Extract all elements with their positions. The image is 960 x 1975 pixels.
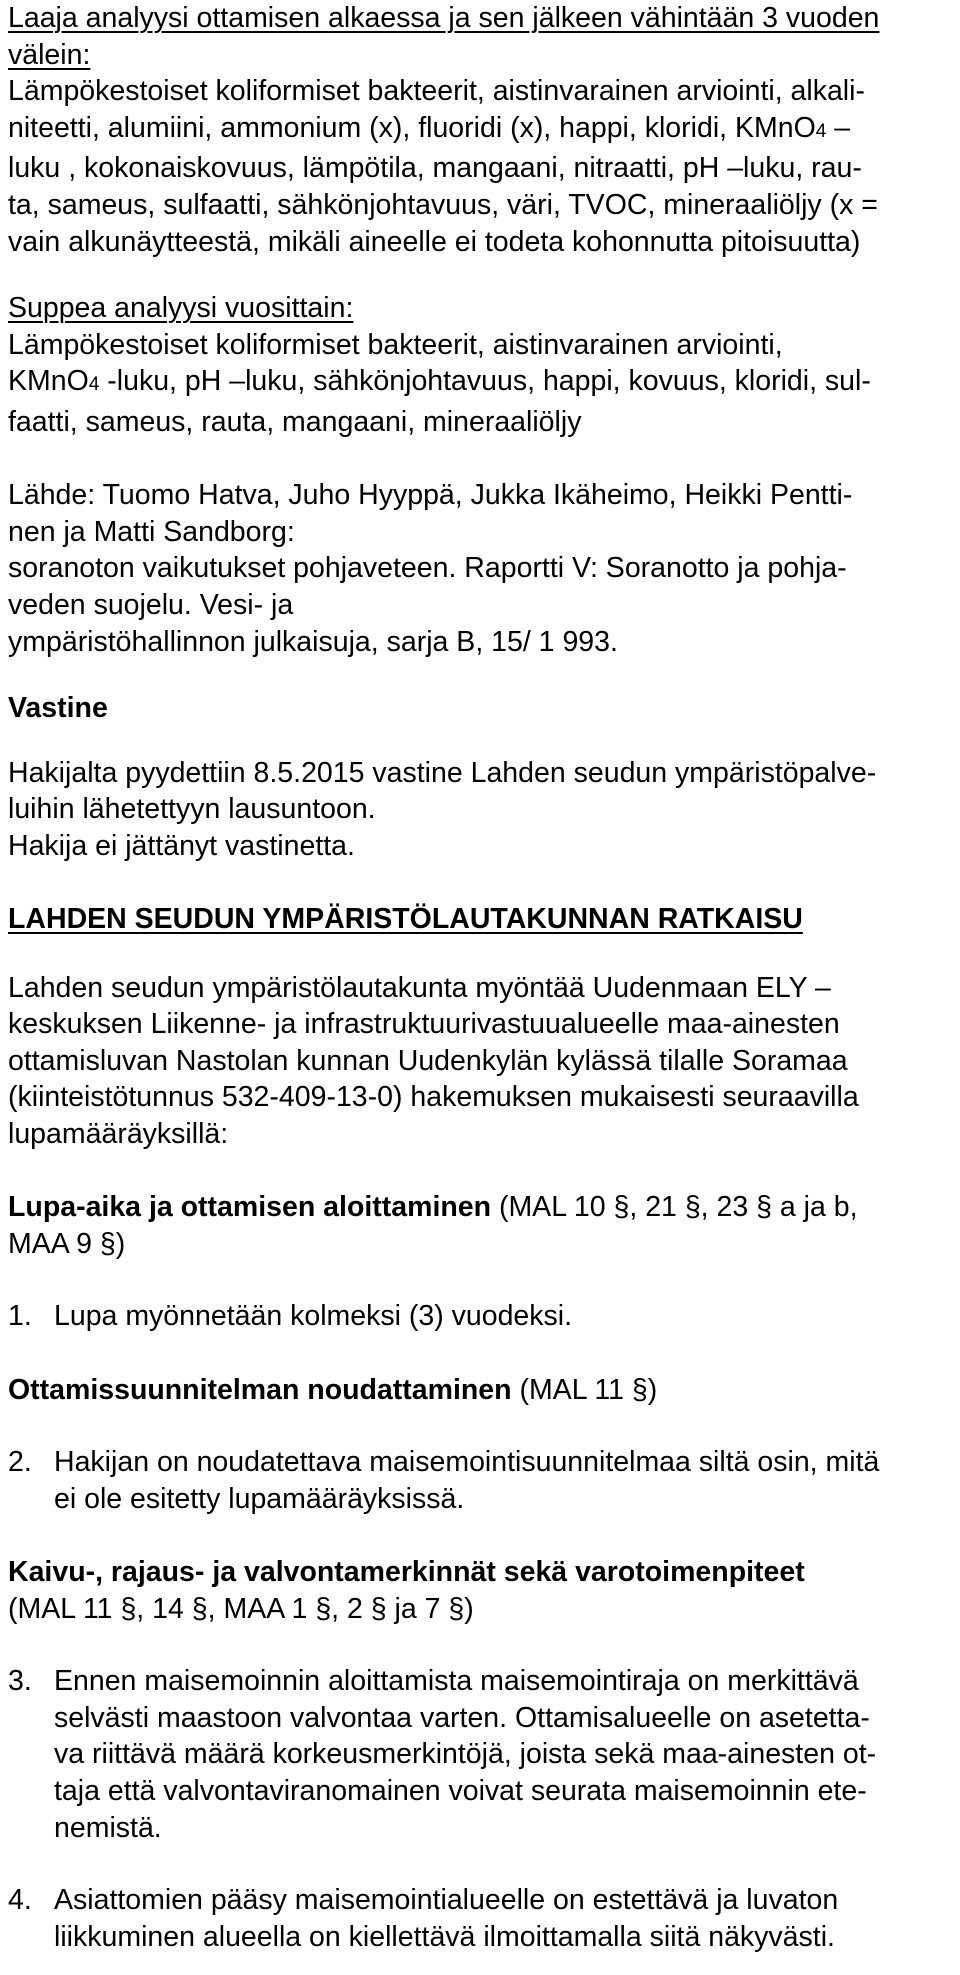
list-item-text: selvästi maastoon valvontaa varten. Ottamisalueelle on asetetta- xyxy=(54,1701,870,1734)
document-page xyxy=(8,0,952,1955)
paragraph-line: lupamääräyksillä: xyxy=(8,1118,229,1151)
list-item-continuation xyxy=(8,1773,952,1810)
section-lupa-aika xyxy=(8,1189,952,1335)
heading-lupa-aika xyxy=(8,1189,952,1226)
paragraph-line: Lämpökestoiset koliformiset bakteerit, aistinvarainen arviointi, xyxy=(8,328,783,361)
heading-vastine: Vastine xyxy=(8,692,108,725)
paragraph-line: (kiinteistötunnus 532-409-13-0) hakemuksen mukaisesti seuraavilla xyxy=(8,1081,859,1114)
paragraph-line: luihin lähetettyyn lausuntoon. xyxy=(8,793,376,826)
list-item-text: Ennen maisemoinnin aloittamista maisemointiraja on merkittävä xyxy=(54,1665,859,1698)
list-item-text: taja että valvontaviranomainen voivat seurata maisemoinnin ete- xyxy=(54,1774,867,1807)
heading-laaja-analyysi-line1: Laaja analyysi ottamisen alkaessa ja sen jälkeen vähintään 3 vuoden xyxy=(8,2,880,34)
list-item-number: 1. xyxy=(8,1300,32,1333)
heading-reference: (MAL 11 §) xyxy=(511,1373,658,1406)
paragraph-line: Lämpökestoiset koliformiset bakteerit, aistinvarainen arviointi, alkali- xyxy=(8,75,865,108)
list-item xyxy=(8,1882,952,1919)
list-item-continuation xyxy=(8,1919,952,1956)
list-item xyxy=(8,1298,952,1335)
text-run: – xyxy=(826,111,851,144)
source-line: nen ja Matti Sandborg: xyxy=(8,515,295,548)
paragraph-line: ottamisluvan Nastolan kunnan Uudenkylän kylässä tilalle Soramaa xyxy=(8,1044,848,1077)
list-item xyxy=(8,1444,952,1481)
heading-laaja-analyysi-line2: välein: xyxy=(8,38,91,71)
heading-ottamissuunnitelma xyxy=(8,1372,952,1409)
list-item-continuation xyxy=(8,1481,952,1518)
list-item-continuation xyxy=(8,1736,952,1773)
list-item-text: ei ole esitetty lupamääräyksissä. xyxy=(54,1482,465,1515)
list-item-text: nemistä. xyxy=(54,1811,162,1844)
source-line: soranoton vaikutukset pohjaveteen. Raportti V: Soranotto ja pohja- xyxy=(8,552,847,585)
section-vastine xyxy=(8,690,952,864)
heading-lupa-aika-line2: MAA 9 §) xyxy=(8,1227,126,1260)
heading-bold: Lupa-aika ja ottamisen aloittaminen xyxy=(8,1191,492,1224)
list-item-text: liikkuminen alueella on kiellettävä ilmoittamalla siitä näkyvästi. xyxy=(54,1920,835,1953)
paragraph-line: Hakija ei jättänyt vastinetta. xyxy=(8,829,355,862)
list-item-text: Asiattomien pääsy maisemointialueelle on estettävä ja luvaton xyxy=(54,1884,839,1917)
paragraph-line: vain alkunäytteestä, mikäli aineelle ei todeta kohonnutta pitoisuutta) xyxy=(8,225,861,258)
list-item-continuation xyxy=(8,1810,952,1847)
subscript-4: 4 xyxy=(815,120,827,142)
list-item-number: 4. xyxy=(8,1884,32,1917)
text-run: -luku, pH –luku, sähkönjohtavuus, happi, kovuus, kloridi, sul- xyxy=(99,365,871,398)
list-item-number: 2. xyxy=(8,1446,32,1479)
list-item-number: 3. xyxy=(8,1665,32,1698)
list-item-text: va riittävä määrä korkeusmerkintöjä, joista sekä maa-ainesten ot- xyxy=(54,1738,877,1771)
source-line: ympäristöhallinnon julkaisuja, sarja B, 15/ 1 993. xyxy=(8,625,618,658)
paragraph-line: keskuksen Liikenne- ja infrastruktuurivastuualueelle maa-ainesten xyxy=(8,1008,840,1041)
text-run: KMnO xyxy=(8,365,89,398)
list-item xyxy=(8,1663,952,1700)
heading-bold: Ottamissuunnitelman noudattaminen xyxy=(8,1373,512,1406)
heading-reference: (MAL 10 §, 21 §, 23 § a ja b, xyxy=(491,1191,858,1224)
section-laaja-analyysi xyxy=(8,0,952,260)
section-decision xyxy=(8,901,952,1153)
heading-kaivu: Kaivu-, rajaus- ja valvontamerkinnät sekä varotoimenpiteet xyxy=(8,1555,805,1588)
paragraph-line: luku , kokonaiskovuus, lämpötila, mangaani, nitraatti, pH –luku, rau- xyxy=(8,152,862,185)
heading-decision: LAHDEN SEUDUN YMPÄRISTÖLAUTAKUNNAN RATKAISU xyxy=(8,903,803,936)
paragraph-line xyxy=(8,363,952,404)
section-ottamissuunnitelma xyxy=(8,1372,952,1518)
section-suppea-analyysi xyxy=(8,290,952,440)
heading-kaivu-reference: (MAL 11 §, 14 §, MAA 1 §, 2 § ja 7 §) xyxy=(8,1592,474,1625)
source-line: veden suojelu. Vesi- ja xyxy=(8,588,294,621)
paragraph-line: Hakijalta pyydettiin 8.5.2015 vastine Lahden seudun ympäristöpalve- xyxy=(8,756,877,789)
paragraph-line xyxy=(8,110,952,151)
paragraph-line: faatti, sameus, rauta, mangaani, mineraaliöljy xyxy=(8,405,582,438)
source-line: Lähde: Tuomo Hatva, Juho Hyyppä, Jukka Ikäheimo, Heikki Pentti- xyxy=(8,479,853,512)
heading-suppea-analyysi: Suppea analyysi vuosittain: xyxy=(8,292,354,325)
list-item-text: Hakijan on noudatettava maisemointisuunnitelmaa siltä osin, mitä xyxy=(54,1446,880,1479)
list-item-text: Lupa myönnetään kolmeksi (3) vuodeksi. xyxy=(54,1300,573,1333)
paragraph-line: ta, sameus, sulfaatti, sähkönjohtavuus, väri, TVOC, mineraaliöljy (x = xyxy=(8,188,878,221)
subscript-4: 4 xyxy=(88,374,100,396)
section-kaivu xyxy=(8,1554,952,1955)
list-item-continuation xyxy=(8,1700,952,1737)
paragraph-line: Lahden seudun ympäristölautakunta myöntää Uudenmaan ELY – xyxy=(8,971,831,1004)
section-source xyxy=(8,477,952,660)
text-run: niteetti, alumiini, ammonium (x), fluoridi (x), happi, kloridi, KMnO xyxy=(8,111,816,144)
